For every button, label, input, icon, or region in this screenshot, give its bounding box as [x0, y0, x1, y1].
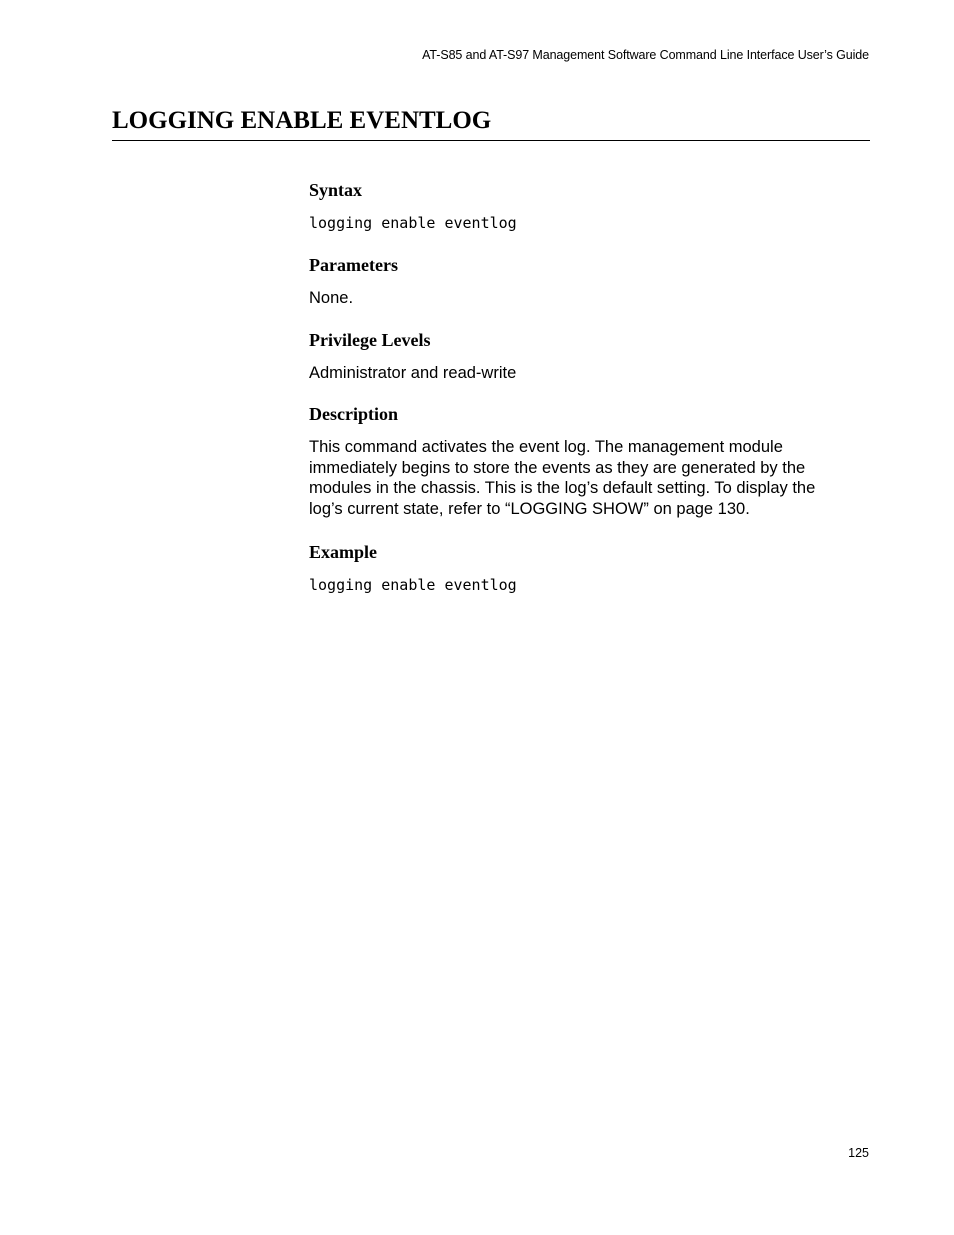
description-line: This command activates the event log. The management module: [309, 438, 783, 456]
privilege-levels-heading: Privilege Levels: [309, 329, 431, 350]
page-number: 125: [848, 1146, 869, 1160]
parameters-heading: Parameters: [309, 255, 398, 275]
description-line: log’s current state, refer to “LOGGING SHOW” on page 130.: [309, 499, 750, 518]
description-line: modules in the chassis. This is the log’s default setting. To display the: [309, 479, 816, 497]
privilege-levels-text: Administrator and read-write: [309, 363, 517, 382]
description-line: immediately begins to store the events as they are generated by the: [309, 458, 806, 477]
title-rule: [112, 140, 870, 141]
parameters-text: None.: [309, 289, 354, 307]
syntax-code: logging enable eventlog: [309, 214, 517, 232]
page-title: LOGGING ENABLE EVENTLOG: [112, 107, 492, 134]
example-code: logging enable eventlog: [309, 576, 517, 594]
example-heading: Example: [309, 542, 378, 562]
running-header: AT-S85 and AT-S97 Management Software Command Line Interface User’s Guide: [422, 48, 869, 62]
description-heading: Description: [309, 404, 398, 424]
command-content: [309, 174, 849, 596]
syntax-heading: Syntax: [309, 180, 363, 200]
description-text: [309, 437, 849, 519]
